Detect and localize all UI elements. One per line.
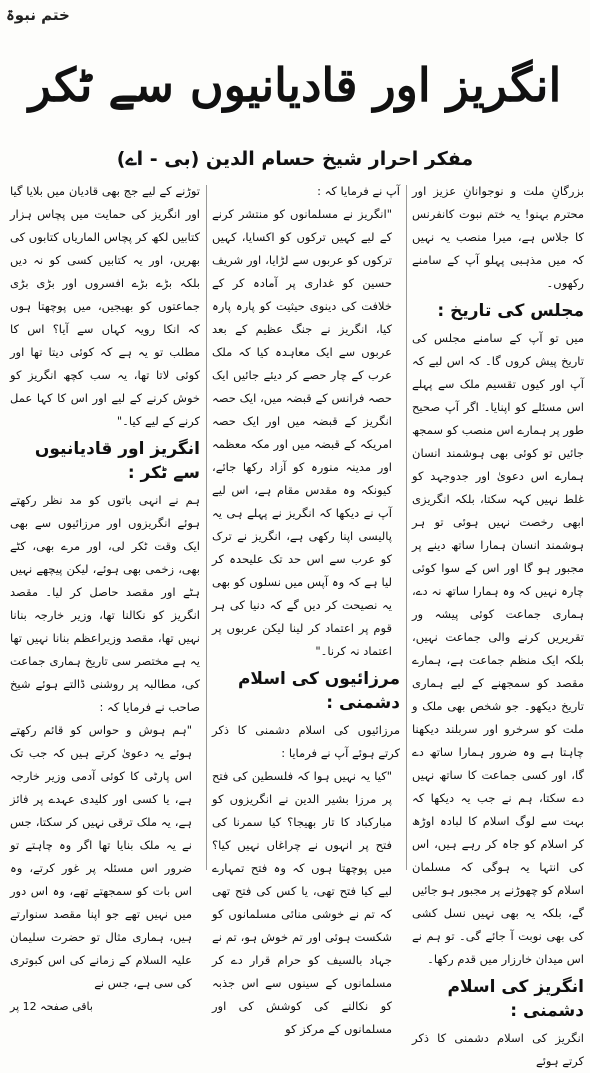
column-divider: [406, 185, 407, 870]
article-byline: مفکر احرار شیخ حسام الدین (بی - اے): [116, 148, 474, 170]
paragraph: مرزائیوں کی اسلام دشمنی کا ذکر کرتے ہوئے آپ نے فرمایا :: [212, 723, 400, 760]
masthead-logo: ختم نبوۃ: [6, 6, 70, 24]
section-heading: مرزائیوں کی اسلام دشمنی :: [237, 669, 400, 713]
section-heading: انگریز کی اسلام دشمنی :: [447, 977, 584, 1021]
article-column-right: [412, 180, 584, 1068]
paragraph: میں تو آپ کے سامنے مجلس کی تاریخ پیش کروں گا۔ کہ اس لیے کہ آپ اور کیوں تقسیم ملک سے پہلے اس مسئلے کو اپنایا۔ اگر آپ صحیح طور پر ہمارے اس منصب کو سمجھ جائیں تو کوئی بھی ہوشمند انسان ہمارے اس دعویٰ اور جدوجہد کو غلط نہیں کہہ سکتا، بلکہ انگریزی ابھی رخصت نہیں ہوئی تو ہر ہوشمند انسان ہمارا ساتھ دینے پر مجبور ہو گا اور اس کے سوا کوئی چارہ نہیں کہ وہ ہمارا ساتھ نہ دے، ہماری جماعت کوئی پیشہ ور تقریریں کرنے والی جماعت نہیں، بلکہ ایک منظم جماعت ہے، ہمارے مقصد کو سمجھنے کے لیے ہماری تاریخ دیکھو۔ جو شخص بھی ملک و ملت کو سرخرو اور سربلند دیکھنا چاہتا ہے وہ ضرور ہمارا ساتھ دے گا، اور کسی جماعت کا ساتھ نہیں دے سکتا، ہم نے جب یہ دیکھا کہ بہت سے لوگ اسلام کا لبادہ اوڑھ کر اسلام کو جاہ کر رہے ہیں، اس کی انتہا یہ ہوگی کہ مسلمان اسلام کو چھوڑنے پر مجبور ہو جائیں گے، بلکہ یہ بھی نہیں نسل کشی کی بھی نوبت آ جائے گی۔ تو ہم نے اس میدان خارزار میں قدم رکھا۔: [412, 331, 584, 966]
continued-note: باقی صفحہ 12 پر: [10, 1000, 93, 1013]
section-heading: انگریز اور قادیانیوں سے ٹکر :: [34, 439, 200, 483]
quote: "انگریز نے مسلمانوں کو منتشر کرنے کے لیے کہیں ترکوں کو اکسایا، کہیں ترکوں کو عربوں سے لڑایا، اور شریف حسین کو غداری پر آمادہ کر کے خلافت کی دینوی حیثیت کو پارہ پارہ کیا، انگریز نے جنگ عظیم کے بعد عربوں سے ایک معاہدہ کیا کہ ملک عرب کے چار حصے کر دیئے جائیں ایک حصہ فرانس کے قبضہ میں، ایک حصہ انگریز کے قبضہ میں اور ایک حصہ امریکہ کے قبضہ میں اور مکہ معظمہ اور مدینہ منورہ کو آزاد رکھا جائے، کیونکہ وہ مقدس مقام ہے، اس لیے آپ نے دیکھا کہ انگریز نے پہلے ہی یہ پالیسی اپنا رکھی ہے، انگریز نے ترک کو عرب سے اس حد تک علیحدہ کر لیا ہے کہ وہ آپس میں نسلوں کو بھی یہ نصیحت کر دیں گے کہ دنیا کی ہر قوم پر اعتماد کر لینا لیکن عربوں پر اعتماد نہ کرنا۔": [212, 207, 392, 658]
paragraph: ہم نے انہی باتوں کو مد نظر رکھتے ہوئے انگریزوں اور مرزائیوں سے بھی ایک وقت ٹکر لی، اور مرے بھی، کٹے بھی، زخمی بھی ہوئے، لیکن پیچھے نہیں ہٹے اور مقصد حاصل کر لیا۔ مقصد انگریز کو نکالنا تھا، وزیر خارجہ بنانا نہیں تھا، مقصد وزیراعظم بنانا نہیں تھا یہ ہے مختصر سی تاریخ ہماری جماعت کی، مطالبہ پر روشنی ڈالتے ہوئے شیخ صاحب نے فرمایا کہ :: [10, 493, 200, 714]
paragraph: آپ نے فرمایا کہ :: [317, 184, 400, 198]
quote: "ہم ہوش و حواس کو قائم رکھتے ہوئے یہ دعویٰ کرتے ہیں کہ جب تک اس پارٹی کا کوئی آدمی وزیر خارجہ ہے، یا کسی اور کلیدی عہدے پر فائز ہے، یہ ملک ترقی نہیں کر سکتا، جس نے یہ ملک بنایا تھا اگر وہ چاہتے تو ضرور اس مسئلہ پر غور کرتے، وہ اس بات کو سمجھتے تھے، وہ اس دور میں نہیں تھے جو اپنا مقصد سنوارتے ہیں، ہماری مثال تو حضرت سلیمان علیہ السلام کے زمانے کی اس کبوتری کی سی ہے، جس نے: [10, 723, 192, 990]
article-title: انگریز اور قادیانیوں سے ٹکر: [28, 58, 562, 112]
column-divider: [206, 185, 207, 870]
paragraph: بزرگانِ ملت و نوجوانانِ عزیز اور محترم بہنو! یہ ختم نبوت کانفرنس کا جلاس ہے، میرا منصب یہ نہیں کہ میں مذہبی پہلو آپ کے سامنے رکھوں۔: [412, 184, 584, 290]
quote: "کیا یہ نہیں ہوا کہ فلسطین کی فتح پر مرزا بشیر الدین نے انگریزوں کو مبارکباد کا تار بھیجا؟ کیا سمرنا کی فتح پر انہوں نے چراغاں نہیں کیا؟ میں پوچھتا ہوں کہ وہ فتح تمہارے لیے کیا فتح تھی، یا کس کی فتح تھی کہ تم نے خوشی منائی مسلمانوں کو شکست ہوئی اور تم خوش ہو، تم نے جہاد بالسیف کو حرام قرار دے کر مسلمانوں کے سینوں سے اس جذبہ کو نکالنے کی کوشش کی اور مسلمانوں کے مرکز کو: [212, 769, 392, 1036]
section-heading: مجلس کی تاریخ :: [437, 301, 584, 321]
paragraph: توڑنے کے لیے جج بھی قادیان میں بلایا گیا اور انگریز کی حمایت میں پچاس ہزار کتابیں لکھ کر پچاس الماریاں کتابوں کی بھریں، اور یہ کتابیں کسی کو نہ دیں بلکہ بڑے بڑے افسروں اور بڑی بڑی جماعتوں کو بھیجیں، میں پوچھتا ہوں کہ انکا رویہ کہاں سے آیا؟ اس کا مطلب تو یہ ہے کہ کوئی دیتا تھا اور کوئی لاتا تھا، یہ سب کچھ انگریز کو خوش کرنے کے لیے اور اس کا کہا عمل کرنے کے لیے کیا۔": [10, 184, 200, 428]
article-column-left: [10, 180, 200, 1013]
paragraph: انگریز کی اسلام دشمنی کا ذکر کرتے ہوئے: [412, 1031, 584, 1068]
article-column-middle: [212, 180, 400, 1036]
